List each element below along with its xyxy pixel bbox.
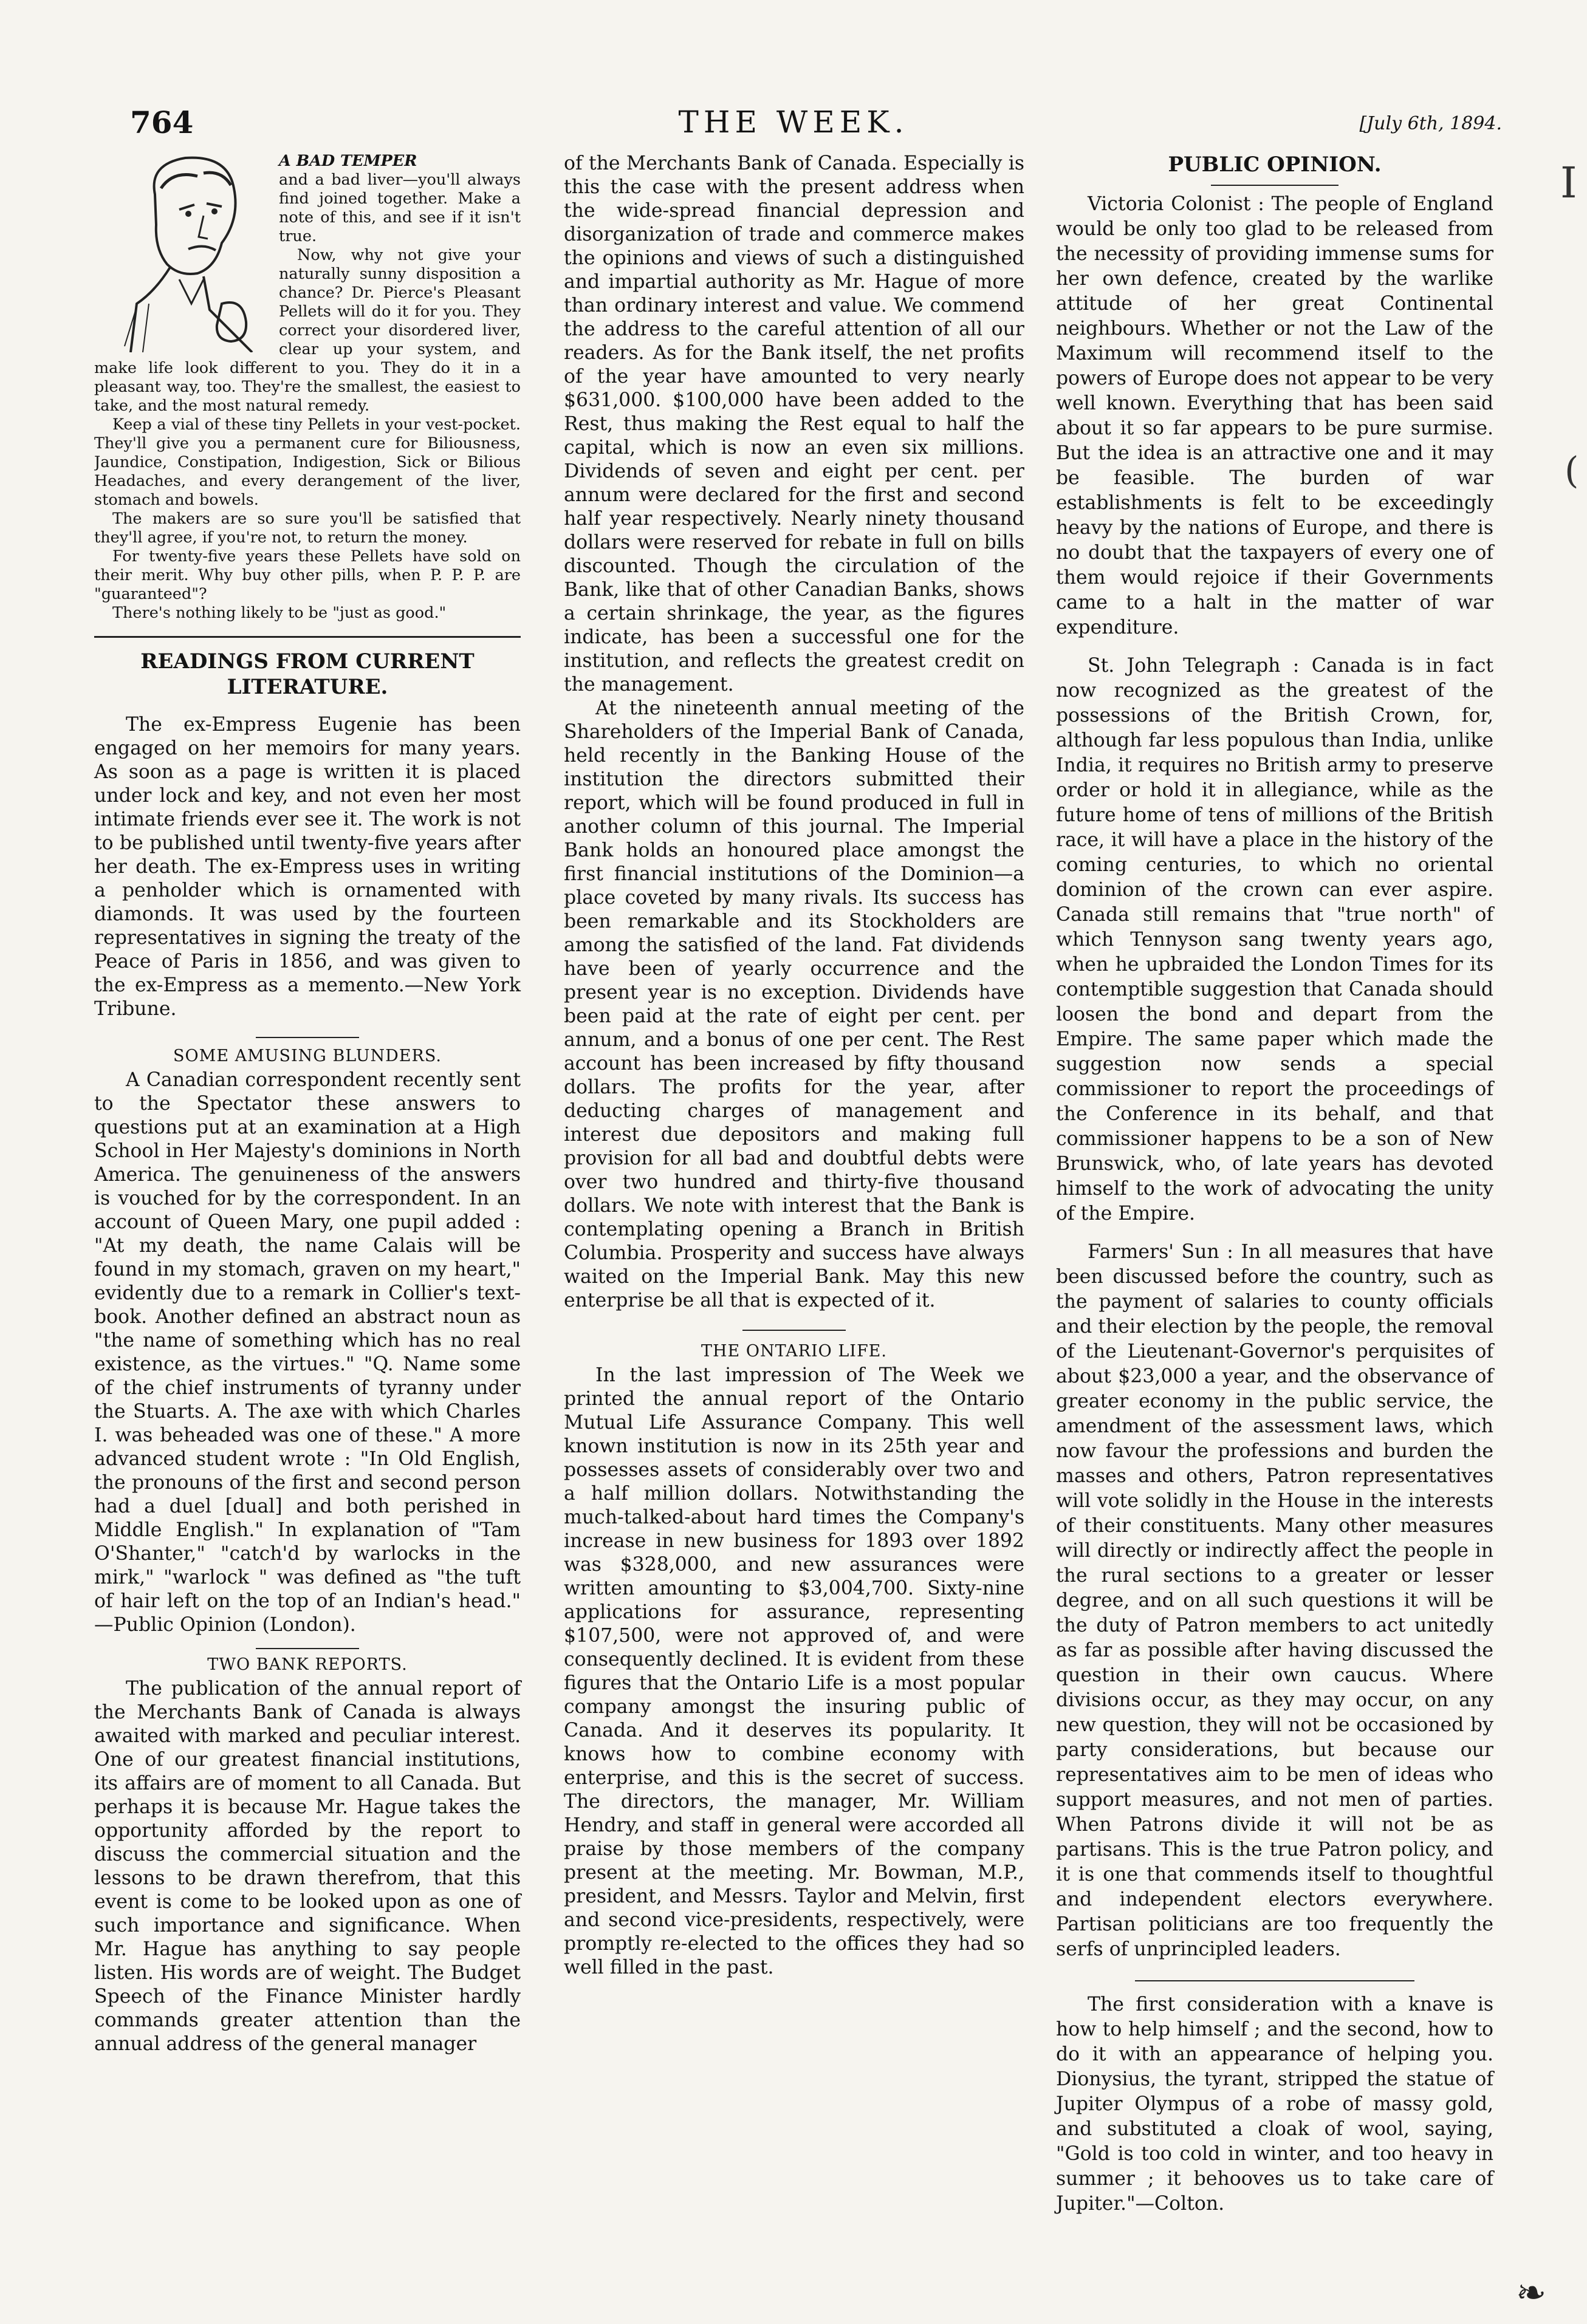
opinion-paragraph: The first consideration with a knave is how to help himself ; and the second, how to do it with an appearance of helping you. Dionysius, the tyrant, stripped the statue of Jupiter Olympus of a robe of massy gold, and substituted a cloak of wool, saying, "Gold is too cold in winter, and too heavy in summer ; it behooves us to take care of Jupiter."—Colton.	[1056, 1994, 1493, 2215]
page-number: 764	[130, 104, 194, 140]
column-2	[564, 152, 1024, 1980]
article-heading: THE ONTARIO LIFE.	[701, 1342, 887, 1361]
ad-paragraph: For twenty-five years these Pellets have sold on their merit. Why buy other pills, when P. P. P. are "guaranteed"?	[94, 547, 521, 603]
divider	[256, 1037, 359, 1038]
section-title: PUBLIC OPINION.	[1168, 152, 1382, 177]
article-heading: TWO BANK REPORTS.	[207, 1655, 408, 1674]
page-edge-mark: I	[1560, 158, 1577, 208]
page-edge-mark: (	[1565, 449, 1579, 492]
article-paragraph: In the last impression of The Week we printed the annual report of the Ontario Mutual Life Assurance Company. This well known institution is now in its 25th year and possesses assets of considerably over two and a half million dollars. Notwithstanding the much-talked-about hard times the Company's increase in new business for 1893 over 1892 was $328,000, and new assurances were written amounting to $3,004,700. Sixty-nine applications for assurance, representing $107,500, were not approved of, and were consequently declined. It is evident from these figures that the Ontario Life is a most popular company amongst the insuring public of Canada. And it deserves its popularity. It knows how to combine economy with enterprise, and this is the secret of success. The directors, the manager, Mr. William Hendry, and staff in general were accorded all praise by those members of the company present at the meeting. Mr. Bowman, M.P., president, and Messrs. Taylor and Melvin, first and second vice-presidents, respectively, were promptly re-elected to the offices they had so well filled in the past.	[564, 1364, 1024, 1978]
ad-headline: A BAD TEMPER	[279, 152, 417, 170]
ad-paragraph: There's nothing likely to be "just as good."	[112, 604, 447, 622]
page-title: THE WEEK.	[678, 104, 909, 140]
opinion-paragraph: Farmers' Sun : In all measures that have been discussed before the country, such as the payment of salaries to county officials and their election by the people, the removal of the Lieutenant-Governor's perquisites of about $23,000 a year, and the observance of greater economy in the public service, the amendment of the assessment laws, which now favour the professions and burden the masses and others, Patron representatives will vote solidly in the House in the interests of their constituents. Many other measures will directly or indirectly affect the people in the rural sections to a greater or lesser degree, and on all such questions it will be the duty of Patron members to act unitedly as far as possible after having discussed the question in their own caucus. Where divisions occur, as they may occur, on any new question, they will not be occasioned by party considerations, but because our representatives aim to be men of ideas who support measures, and not men of parties. When Patrons divide it will not be as partisans. This is the true Patron policy, and it is one that commends itself to thoughtful and independent electors everywhere. Partisan politicians are too frequently the serfs of unprincipled leaders.	[1056, 1241, 1494, 1960]
opinion-paragraph: Victoria Colonist : The people of England would be only too glad to be released from the necessity of providing immense sums for her own defence, created by the warlike attitude of her great Continental neighbours. Whether or not the Law of the Maximum will recommend itself to the powers of Europe does not appear to be very well known. Everything that has been said about it so far appears to be pure surmise. But the idea is an attractive one and it may be feasible. The burden of war establishments is felt to be exceedingly heavy by the nations of Europe, and there is no doubt that the taxpayers of every one of them would rejoice if their Governments came to a halt in the matter of war expenditure.	[1056, 193, 1493, 638]
column-1	[94, 152, 521, 2056]
divider	[1135, 1980, 1414, 1981]
column-3	[1056, 152, 1493, 2216]
ad-paragraph: Keep a vial of these tiny Pellets in your vest-pocket. They'll give you a permanent cure for Biliousness, Jaundice, Constipation, Indigestion, Sick or Bilious Headaches, and every derangement of the liver, stomach and bowels.	[94, 415, 521, 509]
pellets-advertisement	[94, 152, 521, 623]
ad-paragraph: and a bad liver—you'll always find joined together. Make a note of this, and see if it isn't true.	[279, 171, 521, 245]
opinion-paragraph: St. John Telegraph : Canada is in fact now recognized as the greatest of the possessions of the British Crown, for, although far less populous than India, unlike India, it requires no British army to preserve order or hold it in allegiance, while as the future home of tens of millions of the British race, it will have a place in the history of the coming centuries, to which no oriental dominion of the crown can ever aspire. Canada still remains that "true north" of which Tennyson sang twenty years ago, when he upbraided the London Times for its contemptible suggestion that Canada should loosen the bond and depart from the Empire. The same paper which made the suggestion now sends a special commissioner to report the proceedings of the Conference in its behalf, and that commissioner happens to be a son of New Brunswick, who, of late years has devoted himself to the work of advocating the unity of the Empire.	[1056, 655, 1493, 1225]
article-paragraph: The publication of the annual report of the Merchants Bank of Canada is always awaited with marked and peculiar interest. One of our greatest financial institutions, its affairs are of moment to all Canada. But perhaps it is because Mr. Hague takes the opportunity afforded by the report to discuss the commercial situation and the lessons to be drawn therefrom, that this event is come to be looked upon as one of such importance and significance. When Mr. Hague has anything to say people listen. His words are of weight. The Budget Speech of the Finance Minister hardly commands greater attention than the annual address of the general manager	[94, 1678, 521, 2055]
ad-paragraph: The makers are so sure you'll be satisfied that they'll agree, if you're not, to return the money.	[94, 510, 521, 547]
article-paragraph: A Canadian correspondent recently sent to the Spectator these answers to questions put at an examination at a High School in Her Majesty's dominions in North America. The genuineness of the answers is vouched for by the correspondent. In an account of Queen Mary, one pupil added : "At my death, the name Calais will be found in my stomach, graven on my heart," evidently due to a remark in Collier's text-book. Another defined an abstract noun as "the name of something which has no real existence, as the virtues." "Q. Name some of the chief instruments of tyranny under the Stuarts. A. The axe with which Charles I. was beheaded was one of these." A more advanced student wrote : "In Old English, the pronouns of the first and second person had a duel [dual] and both perished in Middle English." In explanation of "Tam O'Shanter," "catch'd by warlocks in the mirk," "warlock " was defined as "the tuft of hair left on the top of an Indian's head." —Public Opinion (London).	[94, 1069, 521, 1636]
ad-paragraph: Now, why not give your naturally sunny disposition a chance? Dr. Pierce's Pleasant Pellets will do it for you. They correct your disordered liver, clear up your system, and make life look different to you. They do it in a pleasant way, too. They're the smallest, the easiest to take, and the most natural remedy.	[94, 246, 521, 415]
section-title: READINGS FROM CURRENT LITERATURE.	[140, 649, 475, 699]
man-portrait-illustration	[112, 152, 270, 352]
divider	[256, 1648, 359, 1649]
divider	[742, 1330, 846, 1331]
section-divider	[94, 636, 521, 638]
article-heading: SOME AMUSING BLUNDERS.	[173, 1047, 442, 1065]
end-flourish: ❧	[1516, 2272, 1547, 2314]
issue-date: [July 6th, 1894.	[1359, 113, 1502, 134]
article-paragraph: At the nineteenth annual meeting of the Shareholders of the Imperial Bank of Canada, held recently in the Banking House of the institution the directors submitted their report, which will be found produced in full in another column of this journal. The Imperial Bank holds an honoured place amongst the first financial institutions of the Dominion—a place coveted by many rivals. Its success has been remarkable and its Stockholders are among the satisfied of the land. Fat dividends have been of yearly occurrence and the present year is no exception. Dividends have been paid at the rate of eight per cent. per annum, and a bonus of one per cent. The Rest account has been increased by fifty thousand dollars. The profits for the year, after deducting charges of management and interest due depositors and making full provision for all bad and doubtful debts were over two hundred and thirty-five thousand dollars. We note with interest that the Bank is contemplating opening a Branch in British Columbia. Prosperity and success have always waited on the Imperial Bank. May this new enterprise be all that is expected of it.	[564, 697, 1024, 1311]
article-paragraph: of the Merchants Bank of Canada. Especially is this the case with the present address when the wide-spread financial depression and disorganization of trade and commerce makes the opinions and views of such a distinguished and impartial authority as Mr. Hague of more than ordinary interest and value. We commend the address to the careful attention of all our readers. As for the Bank itself, the net profits of the year have amounted to very nearly $631,000. $100,000 have been added to the Rest, thus making the Rest equal to half the capital, which is now an even six millions. Dividends of seven and eight per cent. per annum were declared for the first and second half year respectively. Nearly ninety thousand dollars were reserved for rebate in full on bills discounted. Though the circulation of the Bank, like that of other Canadian Banks, shows a certain shrinkage, the year, as the figures indicate, has been a successful one for the institution, and reflects the greatest credit on the management.	[564, 152, 1024, 695]
article-paragraph: The ex-Empress Eugenie has been engaged on her memoirs for many years. As soon as a page is written it is placed under lock and key, and not even her most intimate friends ever see it. The work is not to be published until twenty-five years after her death. The ex-Empress uses in writing a penholder which is ornamented with diamonds. It was used by the fourteen representatives in signing the treaty of the Peace of Paris in 1856, and was given to the ex-Empress as a memento.—New York Tribune.	[94, 714, 521, 1020]
divider	[1211, 185, 1338, 186]
